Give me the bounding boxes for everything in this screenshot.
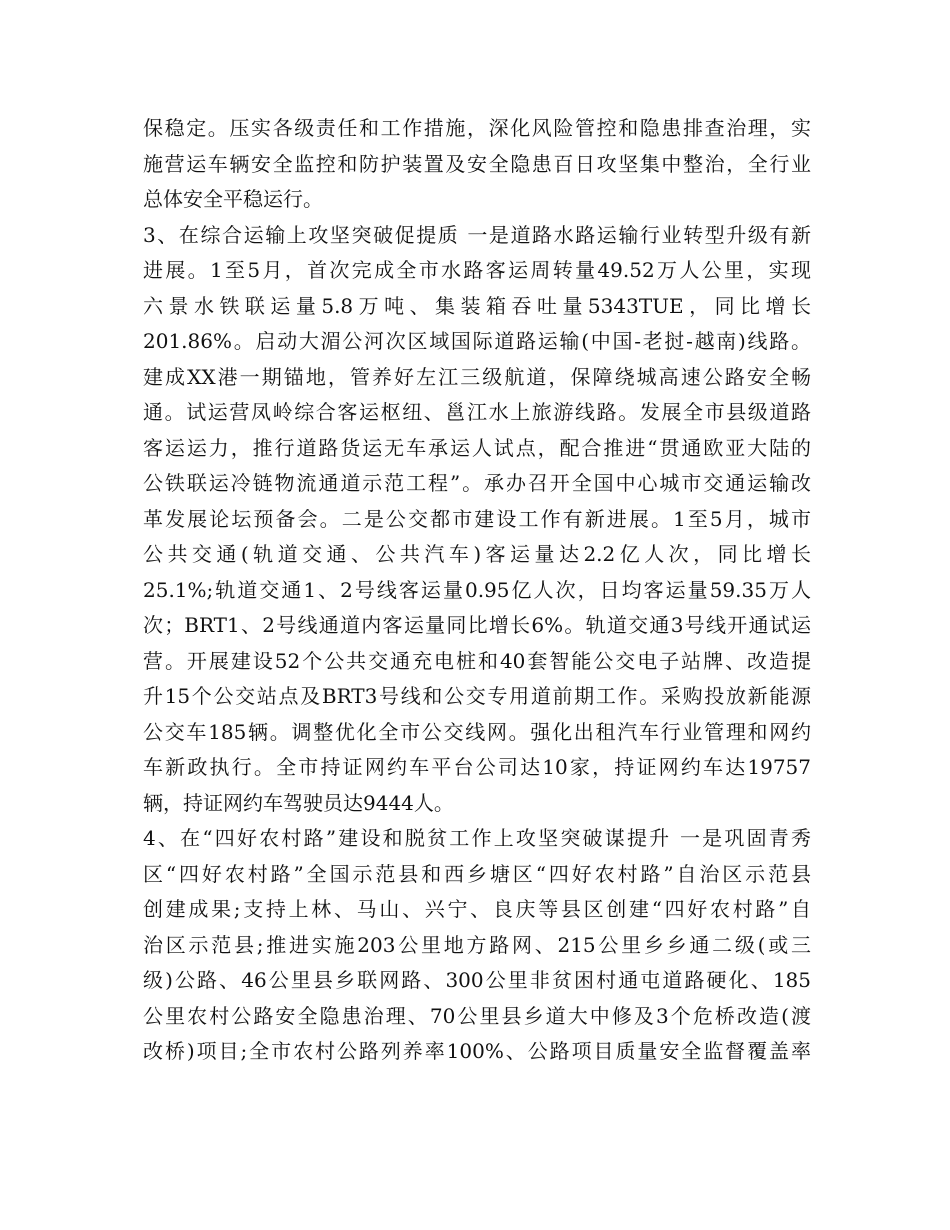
text-line: 进展。1至5月，首次完成全市水路客运周转量49.52万人公里，实现 <box>143 258 811 282</box>
text-line: 六景水铁联运量5.8万吨、集装箱吞吐量5343TUE，同比增长 <box>143 293 811 318</box>
text-line: 25.1%;轨道交通1、2号线客运量0.95亿人次，日均客运量59.35万人 <box>143 577 811 602</box>
text-line: 级)公路、46公里县乡联网路、300公里非贫困村通屯道路硬化、185 <box>143 968 811 992</box>
text-line: 辆，持证网约车驾驶员达9444人。 <box>143 790 454 815</box>
text-line: 施营运车辆安全监控和防护装置及安全隐患百日攻坚集中整治，全行业 <box>143 151 811 176</box>
text-line: 通。试运营凤岭综合客运枢纽、邕江水上旅游线路。发展全市县级道路 <box>143 400 811 424</box>
text-line: 车新政执行。全市持证网约车平台公司达10家，持证网约车达19757 <box>143 755 811 779</box>
text-line: 公交车185辆。调整优化全市公交线网。强化出租汽车行业管理和网约 <box>143 719 811 744</box>
text-line: 次；BRT1、2号线通道内客运量同比增长6%。轨道交通3号线开通试运 <box>143 613 811 637</box>
text-line: 公共交通(轨道交通、公共汽车)客运量达2.2亿人次，同比增长 <box>143 542 811 566</box>
text-line: 治区示范县;推进实施203公里地方路网、215公里乡乡通二级(或三 <box>143 932 811 957</box>
text-line: 营。开展建设52个公共交通充电桩和40套智能公交电子站牌、改造提 <box>143 648 811 673</box>
text-line: 革发展论坛预备会。二是公交都市建设工作有新进展。1至5月，城市 <box>143 506 811 531</box>
text-line: 公铁联运冷链物流通道示范工程”。承办召开全国中心城市交通运输改 <box>143 471 811 495</box>
text-line: 公里农村公路安全隐患治理、70公里县乡道大中修及3个危桥改造(渡 <box>143 1003 811 1028</box>
text-line: 改桥)项目;全市农村公路列养率100%、公路项目质量安全监督覆盖率 <box>143 1039 811 1063</box>
document-body <box>143 111 811 1070</box>
text-line: 区“四好农村路”全国示范县和西乡塘区“四好农村路”自治区示范县 <box>143 861 811 886</box>
text-line: 4、在“四好农村路”建设和脱贫工作上攻坚突破谋提升 一是巩固青秀 <box>143 826 811 850</box>
text-line: 总体安全平稳运行。 <box>143 187 323 211</box>
text-line: 升15个公交站点及BRT3号线和公交专用道前期工作。采购投放新能源 <box>143 684 811 708</box>
text-line: 3、在综合运输上攻坚突破促提质 一是道路水路运输行业转型升级有新 <box>143 222 811 247</box>
text-line: 保稳定。压实各级责任和工作措施，深化风险管控和隐患排查治理，实 <box>143 116 811 140</box>
text-line: 建成XX港一期锚地，管养好左江三级航道，保障绕城高速公路安全畅 <box>143 364 811 389</box>
text-line: 创建成果;支持上林、马山、兴宁、良庆等县区创建“四好农村路”自 <box>143 897 811 921</box>
text-line: 客运运力，推行道路货运无车承运人试点，配合推进“贯通欧亚大陆的 <box>143 435 811 460</box>
text-line: 201.86%。启动大湄公河次区域国际道路运输(中国-老挝-越南)线路。 <box>143 329 811 353</box>
